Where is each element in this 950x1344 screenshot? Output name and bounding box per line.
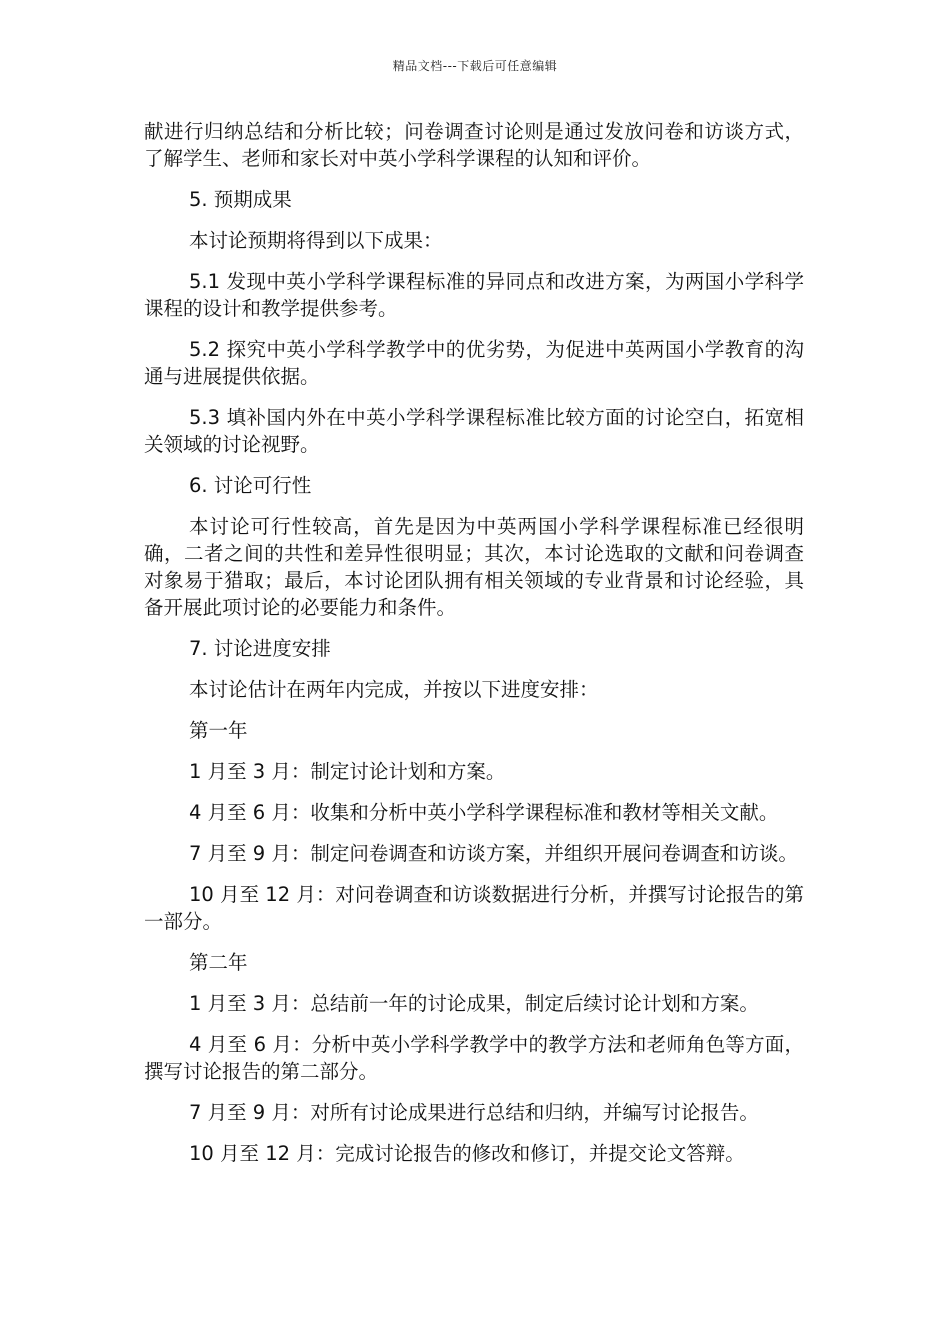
paragraph-results-intro: 本讨论预期将得到以下成果：	[189, 229, 443, 252]
schedule-item: 10 月至 12 月：完成讨论报告的修改和修订，并提交论文答辩。	[189, 1142, 745, 1165]
paragraph-feasibility: 本讨论可行性较高，首先是因为中英两国小学科学课程标准已经很明确，二者之间的共性和差异性很明显；其次，本讨论选取的文献和问卷调查对象易于猎取；最后，本讨论团队拥有相关领域的专业背景和讨论经验，具备开展此项讨论的必要能力和条件。	[144, 515, 804, 619]
document-body	[144, 118, 804, 1181]
schedule-item: 1 月至 3 月：总结前一年的讨论成果，制定后续讨论计划和方案。	[189, 992, 759, 1015]
schedule-item: 7 月至 9 月：对所有讨论成果进行总结和归纳，并编写讨论报告。	[189, 1101, 759, 1124]
paragraph-schedule-intro: 本讨论估计在两年内完成，并按以下进度安排：	[189, 678, 599, 701]
subheading-year-two: 第二年	[189, 951, 248, 974]
schedule-item: 10 月至 12 月：对问卷调查和访谈数据进行分析，并撰写讨论报告的第一部分。	[144, 883, 804, 933]
paragraph-result-5-3: 5.3 填补国内外在中英小学科学课程标准比较方面的讨论空白，拓宽相关领域的讨论视野。	[144, 406, 804, 456]
schedule-item: 1 月至 3 月：制定讨论计划和方案。	[189, 760, 506, 783]
heading-expected-results: 5. 预期成果	[189, 188, 292, 211]
schedule-item: 7 月至 9 月：制定问卷调查和访谈方案，并组织开展问卷调查和访谈。	[189, 842, 798, 865]
heading-feasibility: 6. 讨论可行性	[189, 474, 312, 497]
heading-schedule: 7. 讨论进度安排	[189, 637, 331, 660]
page-header: 精品文档---下载后可任意编辑	[392, 59, 558, 73]
schedule-item: 4 月至 6 月：分析中英小学科学教学中的教学方法和老师角色等方面，撰写讨论报告的第二部分。	[144, 1033, 804, 1083]
paragraph-result-5-1: 5.1 发现中英小学科学课程标准的异同点和改进方案，为两国小学科学课程的设计和教学提供参考。	[144, 270, 804, 320]
paragraph-method-continued: 献进行归纳总结和分析比较；问卷调查讨论则是通过发放问卷和访谈方式，了解学生、老师和家长对中英小学科学课程的认知和评价。	[144, 120, 804, 170]
paragraph-result-5-2: 5.2 探究中英小学科学教学中的优劣势，为促进中英两国小学教育的沟通与进展提供依据。	[144, 338, 804, 388]
subheading-year-one: 第一年	[189, 719, 248, 742]
schedule-item: 4 月至 6 月：收集和分析中英小学科学课程标准和教材等相关文献。	[189, 801, 779, 824]
